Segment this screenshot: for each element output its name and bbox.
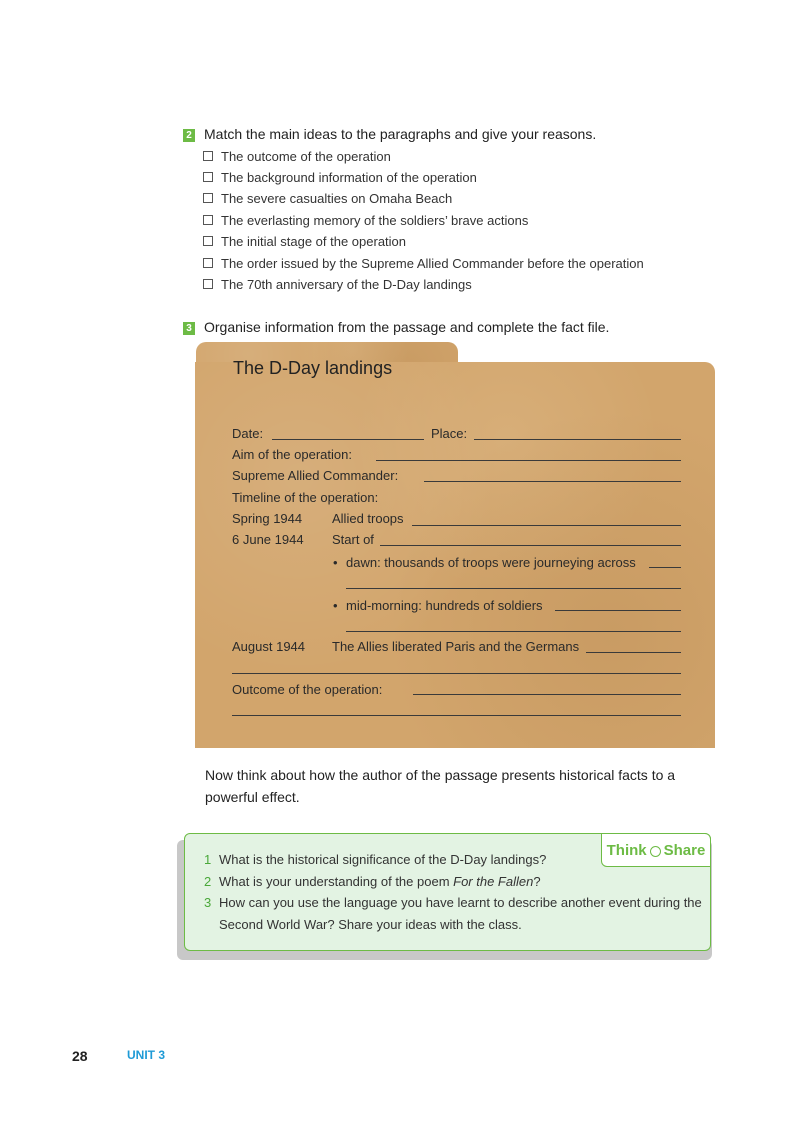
- dawn-blank[interactable]: [649, 567, 681, 568]
- question-number: 3: [204, 895, 212, 910]
- section-2-number: 2: [183, 129, 195, 142]
- question-3-continued: [204, 917, 522, 932]
- checkbox[interactable]: [203, 258, 213, 268]
- midmorning-blank[interactable]: [555, 610, 681, 611]
- checklist-item[interactable]: [203, 275, 472, 293]
- timeline-date-august: August 1944: [232, 639, 306, 654]
- timeline-date-june: 6 June 1944: [232, 532, 304, 547]
- checkbox[interactable]: [203, 193, 213, 203]
- question-2: [204, 874, 541, 889]
- june-blank[interactable]: [380, 545, 681, 546]
- midmorning-blank-2[interactable]: [346, 631, 681, 632]
- bullet-icon: •: [333, 555, 338, 570]
- share-label: Share: [663, 841, 706, 859]
- date-blank[interactable]: [272, 439, 424, 440]
- timeline-text-spring: Allied troops: [332, 511, 404, 526]
- timeline-label: Timeline of the operation:: [232, 490, 379, 505]
- midmorning-text: mid-morning: hundreds of soldiers: [346, 598, 543, 613]
- timeline-text-june: Start of: [332, 532, 374, 547]
- checkbox[interactable]: [203, 151, 213, 161]
- timeline-text-august: The Allies liberated Paris and the Germans: [332, 639, 580, 654]
- think-share-badge: [601, 833, 711, 867]
- outcome-label: Outcome of the operation:: [232, 682, 383, 697]
- august-blank[interactable]: [586, 652, 681, 653]
- question-text-before: What is your understanding of the poem: [219, 874, 454, 889]
- checkbox[interactable]: [203, 215, 213, 225]
- unit-label: UNIT 3: [127, 1048, 166, 1062]
- checklist-item[interactable]: [203, 211, 528, 229]
- dawn-text: dawn: thousands of troops were journeying across: [346, 555, 636, 570]
- checklist-item[interactable]: [203, 189, 452, 207]
- checklist-item-label: The background information of the operation: [221, 169, 477, 185]
- checklist-item-label: The outcome of the operation: [221, 148, 391, 164]
- dawn-blank-2[interactable]: [346, 588, 681, 589]
- checklist-item-label: The everlasting memory of the soldiers’ brave actions: [221, 212, 529, 228]
- question-1: [204, 852, 547, 867]
- section-2-title: Match the main ideas to the paragraphs and give your reasons.: [204, 126, 597, 142]
- checklist-item-label: The order issued by the Supreme Allied Commander before the operation: [221, 255, 644, 271]
- poem-title: For the Fallen: [453, 874, 534, 889]
- bullet-icon: •: [333, 598, 338, 613]
- question-number: 2: [204, 874, 212, 889]
- question-text: What is the historical significance of the D-Day landings?: [219, 852, 547, 867]
- checklist-item[interactable]: [203, 232, 406, 250]
- august-blank-2[interactable]: [232, 673, 681, 674]
- checklist-item-label: The 70th anniversary of the D-Day landings: [221, 276, 472, 292]
- question-text: Second World War? Share your ideas with the class.: [219, 917, 522, 932]
- checklist-item[interactable]: [203, 168, 477, 186]
- paragraph-line-1: Now think about how the author of the passage presents historical facts to a: [205, 767, 676, 783]
- section-3-number: 3: [183, 322, 195, 335]
- checklist-item-label: The severe casualties on Omaha Beach: [221, 190, 453, 206]
- page-number: 28: [72, 1048, 88, 1064]
- think-label: Think: [606, 841, 647, 859]
- aim-blank[interactable]: [376, 460, 681, 461]
- section-3-title: Organise information from the passage and complete the fact file.: [204, 319, 610, 335]
- checklist-item-label: The initial stage of the operation: [221, 233, 407, 249]
- checklist-item[interactable]: [203, 147, 391, 165]
- question-text: How can you use the language you have learnt to describe another event during the: [219, 895, 702, 910]
- question-text: [219, 874, 541, 889]
- outcome-blank[interactable]: [413, 694, 681, 695]
- commander-label: Supreme Allied Commander:: [232, 468, 399, 483]
- outcome-blank-2[interactable]: [232, 715, 681, 716]
- date-label: Date:: [232, 426, 264, 441]
- fact-file-title: The D-Day landings: [233, 358, 393, 378]
- checklist-item[interactable]: [203, 254, 644, 272]
- checkbox[interactable]: [203, 172, 213, 182]
- commander-blank[interactable]: [424, 481, 681, 482]
- question-text-after: ?: [533, 874, 541, 889]
- lightbulb-icon: [650, 846, 661, 857]
- place-blank[interactable]: [474, 439, 681, 440]
- question-3: [204, 895, 702, 910]
- aim-label: Aim of the operation:: [232, 447, 352, 462]
- timeline-date-spring: Spring 1944: [232, 511, 303, 526]
- question-number: 1: [204, 852, 212, 867]
- paragraph-line-2: powerful effect.: [205, 789, 300, 805]
- checkbox[interactable]: [203, 279, 213, 289]
- spring-blank[interactable]: [412, 525, 681, 526]
- checkbox[interactable]: [203, 236, 213, 246]
- place-label: Place:: [431, 426, 468, 441]
